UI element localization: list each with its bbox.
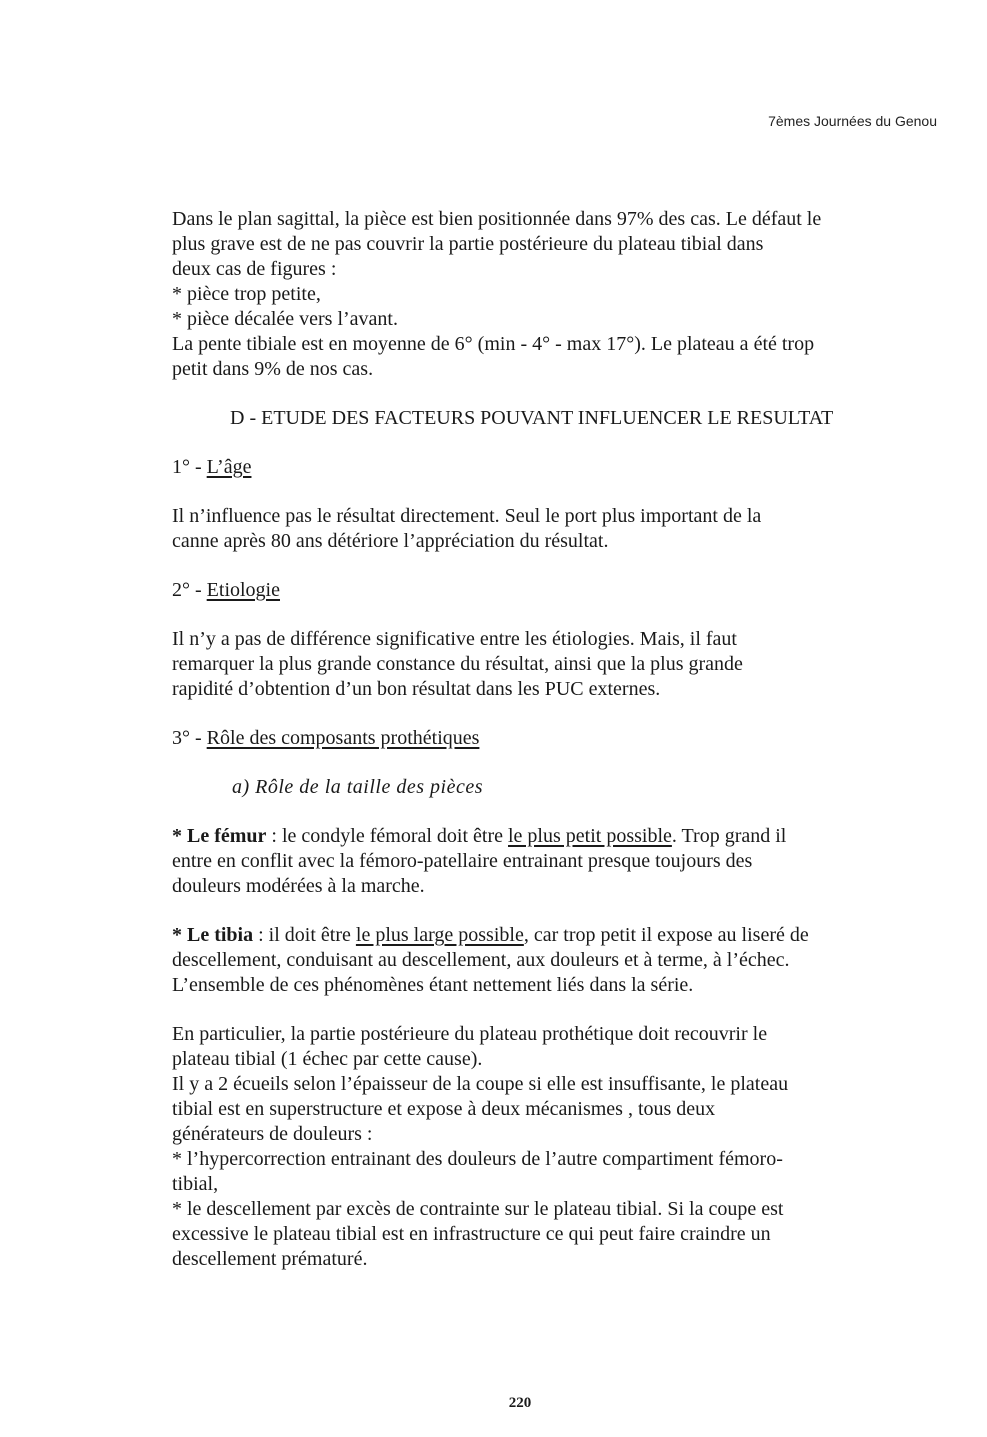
section-heading-age [172,455,940,480]
section-heading-composants [172,726,940,751]
text-line: générateurs de douleurs : [172,1123,373,1145]
page-number: 220 [508,1395,532,1411]
underlined-phrase: le plus petit possible [508,825,672,847]
text-line: * pièce décalée vers l’avant. [172,308,398,330]
section-title: Rôle des composants prothétiques [206,727,480,749]
paragraph-sagittal [172,207,940,382]
text-line: descellement, conduisant au descellement, aux douleurs et à terme, à l’échec. [172,949,790,971]
text-line: En particulier, la partie postérieure du plateau prothétique doit recouvrir le [172,1023,768,1045]
subsection-heading-taille: a) Rôle de la taille des pièces [232,776,483,798]
underlined-phrase: le plus large possible [355,924,524,946]
section-number: 2° - [172,579,207,601]
text-span: : il doit être [253,924,356,946]
tibia-label: * Le tibia [172,924,254,946]
section-heading-etiologie [172,578,940,603]
text-span: . Trop grand il [671,825,787,847]
text-line: Il n’influence pas le résultat directement. Seul le port plus important de la [172,505,762,527]
text-line: Il y a 2 écueils selon l’épaisseur de la coupe si elle est insuffisante, le plateau [172,1073,789,1095]
paragraph-etiologie [172,627,940,702]
text-span: , car trop petit il expose au liseré de [523,924,809,946]
text-span: : le condyle fémoral doit être [266,825,508,847]
paragraph-plateau [172,1022,940,1272]
text-line: petit dans 9% de nos cas. [172,358,374,380]
text-line: Dans le plan sagittal, la pièce est bien positionnée dans 97% des cas. Le défaut le [172,208,822,230]
text-line: La pente tibiale est en moyenne de 6° (min - 4° - max 17°). Le plateau a été trop [172,333,815,355]
document-body [172,207,940,1272]
text-line: descellement prématuré. [172,1248,368,1270]
section-number: 1° - [172,456,207,478]
text-line: L’ensemble de ces phénomènes étant nettement liés dans la série. [172,974,694,996]
text-line: rapidité d’obtention d’un bon résultat dans les PUC externes. [172,678,661,700]
paragraph-femur [172,824,940,899]
section-title: Etiologie [206,579,280,601]
text-line: tibial est en superstructure et expose à deux mécanismes , tous deux [172,1098,716,1120]
text-line: * l’hypercorrection entrainant des douleurs de l’autre compartiment fémoro- [172,1148,783,1170]
text-line: plateau tibial (1 échec par cette cause). [172,1048,483,1070]
paragraph-tibia [172,923,940,998]
text-line [172,923,940,948]
text-line: entre en conflit avec la fémoro-patellaire entrainant presque toujours des [172,850,753,872]
femur-label: * Le fémur [172,825,267,847]
section-number: 3° - [172,727,207,749]
text-line: deux cas de figures : [172,258,337,280]
text-line: douleurs modérées à la marche. [172,875,425,897]
text-line: remarquer la plus grande constance du résultat, ainsi que la plus grande [172,653,743,675]
text-line: Il n’y a pas de différence significative entre les étiologies. Mais, il faut [172,628,737,650]
section-title: L’âge [206,456,252,478]
text-line: * le descellement par excès de contrainte sur le plateau tibial. Si la coupe est [172,1198,784,1220]
running-header: 7èmes Journées du Genou [768,113,937,129]
text-line: tibial, [172,1173,219,1195]
paragraph-age [172,504,940,554]
text-line: plus grave est de ne pas couvrir la partie postérieure du plateau tibial dans [172,233,764,255]
text-line [172,824,940,849]
section-heading-d: D - ETUDE DES FACTEURS POUVANT INFLUENCER LE RESULTAT [230,407,834,429]
text-line: * pièce trop petite, [172,283,321,305]
text-line: canne après 80 ans détériore l’appréciation du résultat. [172,530,609,552]
text-line: excessive le plateau tibial est en infrastructure ce qui peut faire craindre un [172,1223,771,1245]
